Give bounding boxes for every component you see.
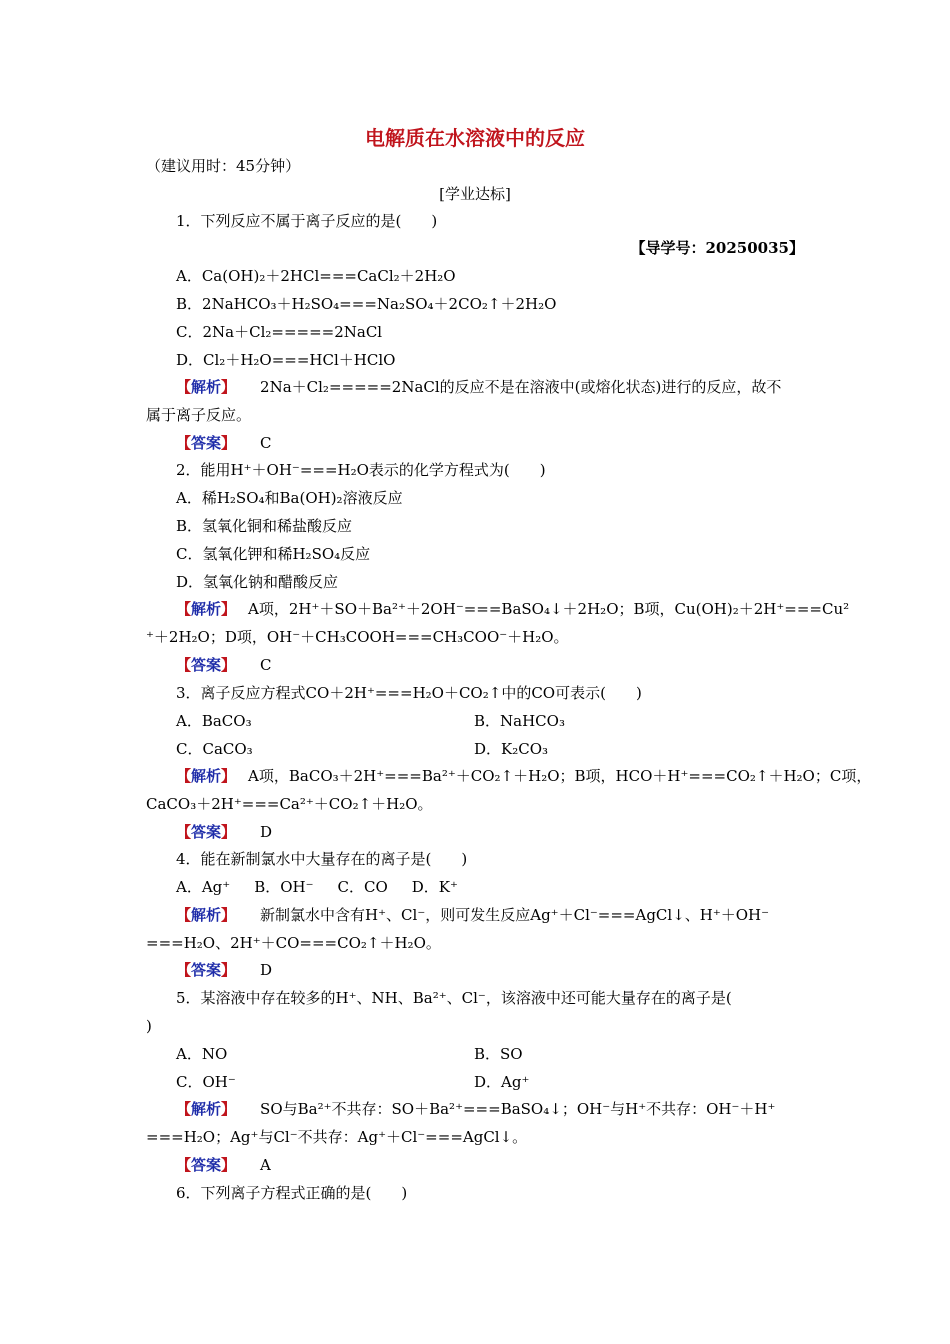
q1-analysis-cont: 属于离子反应。 <box>146 406 252 424</box>
q1-option-b: B．2NaHCO₃＋H₂SO₄===Na₂SO₄＋2CO₂↑＋2H₂O <box>176 295 557 313</box>
q3-answer: 【答案】 D <box>176 823 273 841</box>
q5-answer: 【答案】 A <box>176 1156 271 1174</box>
answer-label: 答案 <box>191 434 222 452</box>
q4-option-a: A．Ag⁺ <box>176 878 231 896</box>
page-title: 电解质在水溶液中的反应 <box>365 126 585 150</box>
q1-analysis: 【解析】 2Na＋Cl₂=====2NaCl的反应不是在溶液中(或熔化状态)进行的反应，故不 <box>176 378 782 396</box>
answer-label: 答案 <box>191 961 222 979</box>
q4-answer: 【答案】 D <box>176 961 273 979</box>
q5-stem: 5．某溶液中存在较多的H⁺、NH、Ba²⁺、Cl⁻，该溶液中还可能大量存在的离子是( <box>176 989 732 1007</box>
answer-label: 答案 <box>191 1156 222 1174</box>
answer-label: 答案 <box>191 823 222 841</box>
analysis-label: 解析 <box>191 378 222 396</box>
q3-option-c: C．CaCO₃ <box>176 740 253 758</box>
q3-analysis-cont: CaCO₃＋2H⁺===Ca²⁺＋CO₂↑＋H₂O。 <box>146 795 433 813</box>
time-note: （建议用时：45分钟） <box>146 157 301 175</box>
q2-option-d: D．氢氧化钠和醋酸反应 <box>176 573 339 591</box>
q4-stem: 4．能在新制氯水中大量存在的离子是( ) <box>176 850 468 868</box>
q4-analysis-cont: ===H₂O、2H⁺＋CO===CO₂↑＋H₂O。 <box>146 934 441 952</box>
q5-option-b: B．SO <box>474 1045 523 1063</box>
q3-analysis: 【解析】 A项，BaCO₃＋2H⁺===Ba²⁺＋CO₂↑＋H₂O；B项，HCO＋H⁺===CO₂↑＋H₂O；C项， <box>176 767 872 785</box>
q2-analysis-cont: ⁺＋2H₂O；D项，OH⁻＋CH₃COOH===CH₃COO⁻＋H₂O。 <box>146 628 569 646</box>
q5-analysis-cont: ===H₂O；Ag⁺与Cl⁻不共存：Ag⁺＋Cl⁻===AgCl↓。 <box>146 1128 528 1146</box>
q6-stem: 6．下列离子方程式正确的是( ) <box>176 1184 408 1202</box>
q4-option-d: D．K⁺ <box>411 878 458 896</box>
q3-stem: 3．离子反应方程式CO＋2H⁺===H₂O＋CO₂↑中的CO可表示( ) <box>176 684 642 702</box>
q4-analysis: 【解析】 新制氯水中含有H⁺、Cl⁻，则可发生反应Ag⁺＋Cl⁻===AgCl↓、H⁺＋OH⁻ <box>176 906 770 924</box>
analysis-label: 解析 <box>191 600 222 618</box>
analysis-label: 解析 <box>191 1100 222 1118</box>
q5-option-c: C．OH⁻ <box>176 1073 236 1091</box>
q5-option-d: D．Ag⁺ <box>474 1073 530 1091</box>
q2-option-b: B．氢氧化铜和稀盐酸反应 <box>176 517 353 535</box>
q2-option-c: C．氢氧化钾和稀H₂SO₄反应 <box>176 545 371 563</box>
q4-option-b: B．OH⁻ <box>254 878 314 896</box>
analysis-label: 解析 <box>191 767 222 785</box>
q2-option-a: A．稀H₂SO₄和Ba(OH)₂溶液反应 <box>176 489 403 507</box>
q1-stem: 1．下列反应不属于离子反应的是( ) <box>176 212 438 230</box>
guide-number: 【导学号：20250035】 <box>630 239 804 257</box>
q1-option-c: C．2Na＋Cl₂=====2NaCl <box>176 323 383 341</box>
q1-answer: 【答案】 C <box>176 434 272 452</box>
q4-option-c: C．CO <box>337 878 388 896</box>
q3-option-d: D．K₂CO₃ <box>474 740 549 758</box>
q1-option-d: D．Cl₂＋H₂O===HCl＋HClO <box>176 351 396 369</box>
q2-answer: 【答案】 C <box>176 656 272 674</box>
q3-option-a: A．BaCO₃ <box>176 712 252 730</box>
analysis-label: 解析 <box>191 906 222 924</box>
section-heading: [学业达标] <box>439 185 511 203</box>
q5-analysis: 【解析】 SO与Ba²⁺不共存：SO＋Ba²⁺===BaSO₄↓；OH⁻与H⁺不共存：OH⁻＋H⁺ <box>176 1100 776 1118</box>
q5-stem-cont: ) <box>146 1017 152 1035</box>
q1-option-a: A．Ca(OH)₂＋2HCl===CaCl₂＋2H₂O <box>176 267 456 285</box>
q5-option-a: A．NO <box>176 1045 228 1063</box>
q2-stem: 2．能用H⁺＋OH⁻===H₂O表示的化学方程式为( ) <box>176 461 546 479</box>
q2-analysis: 【解析】 A项，2H⁺＋SO＋Ba²⁺＋2OH⁻===BaSO₄↓＋2H₂O；B项，Cu(OH)₂＋2H⁺===Cu² <box>176 600 850 618</box>
answer-label: 答案 <box>191 656 222 674</box>
q4-options <box>176 877 458 897</box>
q3-option-b: B．NaHCO₃ <box>474 712 565 730</box>
